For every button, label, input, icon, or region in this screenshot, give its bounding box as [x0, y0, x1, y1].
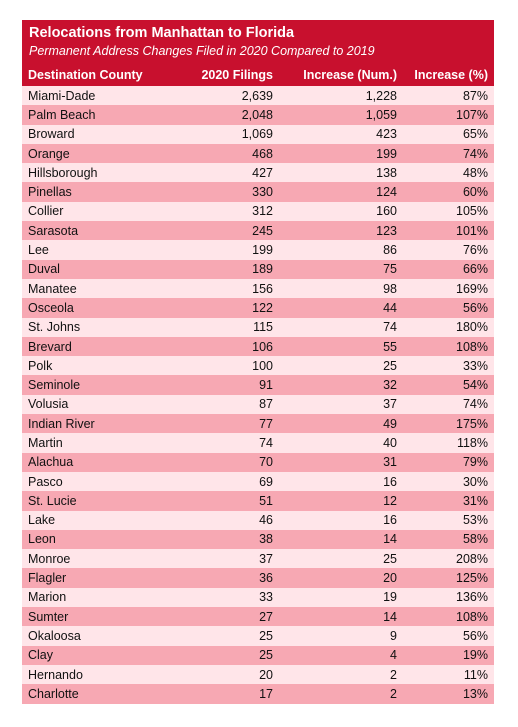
table-row [22, 337, 494, 356]
county-cell: St. Lucie [28, 493, 77, 508]
county-cell: Lake [28, 513, 56, 528]
increase-num-cell: 86 [383, 243, 397, 258]
county-cell: Charlotte [28, 686, 79, 701]
table-subtitle: Permanent Address Changes Filed in 2020 Compared to 2019 [29, 44, 375, 58]
table-row [22, 202, 494, 221]
county-cell: Osceola [28, 300, 74, 315]
county-cell: Sumter [28, 609, 69, 624]
filings-cell: 37 [259, 551, 273, 566]
filings-cell: 20 [259, 667, 273, 682]
table-row [22, 221, 494, 240]
table-row [22, 530, 494, 549]
county-cell: Volusia [28, 397, 69, 412]
filings-cell: 38 [259, 532, 273, 547]
increase-num-cell: 98 [383, 281, 397, 296]
filings-cell: 1,069 [241, 127, 273, 142]
increase-num-cell: 1,228 [365, 88, 397, 103]
increase-num-cell: 31 [383, 455, 397, 470]
county-cell: Hillsborough [28, 165, 98, 180]
increase-num-cell: 19 [383, 590, 397, 605]
filings-cell: 25 [259, 648, 273, 663]
increase-num-cell: 20 [383, 571, 397, 586]
increase-num-cell: 32 [383, 378, 397, 393]
increase-num-cell: 9 [390, 628, 397, 643]
increase-pct-cell: 108% [456, 609, 488, 624]
county-cell: Monroe [28, 551, 71, 566]
table-row [22, 144, 494, 163]
table-row [22, 395, 494, 414]
table-row [22, 607, 494, 626]
filings-cell: 33 [259, 590, 273, 605]
column-header-2020-filings: 2020 Filings [201, 68, 273, 82]
table-row [22, 568, 494, 587]
county-cell: Seminole [28, 378, 81, 393]
filings-cell: 51 [259, 493, 273, 508]
filings-cell: 245 [252, 223, 273, 238]
county-cell: Indian River [28, 416, 95, 431]
increase-pct-cell: 30% [462, 474, 488, 489]
filings-cell: 115 [253, 320, 273, 335]
table-row [22, 279, 494, 298]
increase-num-cell: 14 [383, 609, 397, 624]
county-cell: Miami-Dade [28, 88, 96, 103]
county-cell: Polk [28, 358, 53, 373]
county-cell: Pasco [28, 474, 63, 489]
increase-pct-cell: 60% [462, 185, 488, 200]
increase-num-cell: 16 [383, 474, 397, 489]
increase-num-cell: 199 [376, 146, 397, 161]
increase-num-cell: 12 [383, 493, 397, 508]
table-row [22, 433, 494, 452]
increase-num-cell: 74 [383, 320, 397, 335]
county-cell: Brevard [28, 339, 72, 354]
filings-cell: 122 [252, 300, 273, 315]
table-row [22, 105, 494, 124]
increase-pct-cell: 54% [462, 378, 488, 393]
increase-pct-cell: 56% [462, 300, 488, 315]
filings-cell: 312 [252, 204, 273, 219]
increase-pct-cell: 65% [462, 127, 488, 142]
table-body [22, 86, 494, 704]
table-row [22, 472, 494, 491]
increase-num-cell: 40 [383, 435, 397, 450]
column-header-increase-num: Increase (Num.) [303, 68, 397, 82]
county-cell: Orange [28, 146, 70, 161]
increase-num-cell: 75 [383, 262, 397, 277]
table-row [22, 86, 494, 105]
increase-num-cell: 138 [376, 165, 397, 180]
increase-num-cell: 44 [383, 300, 397, 315]
increase-pct-cell: 19% [462, 648, 488, 663]
header-row [22, 64, 494, 86]
increase-pct-cell: 13% [462, 686, 488, 701]
filings-cell: 27 [259, 609, 273, 624]
increase-num-cell: 160 [376, 204, 397, 219]
filings-cell: 2,639 [241, 88, 273, 103]
relocations-table-card [22, 20, 494, 704]
increase-pct-cell: 56% [462, 628, 488, 643]
increase-pct-cell: 31% [462, 493, 488, 508]
increase-pct-cell: 136% [456, 590, 488, 605]
table-row [22, 626, 494, 645]
filings-cell: 17 [259, 686, 273, 701]
relocations-table [22, 64, 494, 704]
filings-cell: 91 [259, 378, 273, 393]
increase-pct-cell: 87% [462, 88, 488, 103]
filings-cell: 87 [259, 397, 273, 412]
increase-pct-cell: 108% [456, 339, 488, 354]
county-cell: Duval [28, 262, 60, 277]
filings-cell: 74 [259, 435, 273, 450]
county-cell: Alachua [28, 455, 74, 470]
increase-num-cell: 423 [376, 127, 397, 142]
filings-cell: 25 [259, 628, 273, 643]
increase-pct-cell: 105% [456, 204, 488, 219]
filings-cell: 106 [252, 339, 273, 354]
county-cell: Hernando [28, 667, 83, 682]
increase-num-cell: 37 [383, 397, 397, 412]
table-row [22, 182, 494, 201]
increase-pct-cell: 53% [462, 513, 488, 528]
filings-cell: 100 [252, 358, 273, 373]
table-row [22, 318, 494, 337]
increase-pct-cell: 125% [456, 571, 488, 586]
table-row [22, 125, 494, 144]
filings-cell: 69 [259, 474, 273, 489]
title-block [22, 20, 494, 64]
table-row [22, 453, 494, 472]
county-cell: Pinellas [28, 185, 72, 200]
increase-num-cell: 55 [383, 339, 397, 354]
increase-num-cell: 123 [376, 223, 397, 238]
county-cell: Clay [28, 648, 54, 663]
table-row [22, 163, 494, 182]
filings-cell: 2,048 [241, 107, 273, 122]
increase-num-cell: 16 [383, 513, 397, 528]
increase-pct-cell: 175% [456, 416, 488, 431]
increase-pct-cell: 101% [456, 223, 488, 238]
county-cell: Marion [28, 590, 67, 605]
table-row [22, 414, 494, 433]
increase-pct-cell: 66% [462, 262, 488, 277]
table-row [22, 298, 494, 317]
table-row [22, 646, 494, 665]
increase-num-cell: 14 [383, 532, 397, 547]
county-cell: Manatee [28, 281, 77, 296]
increase-num-cell: 124 [376, 185, 397, 200]
increase-pct-cell: 79% [462, 455, 488, 470]
table-row [22, 588, 494, 607]
county-cell: St. Johns [28, 320, 81, 335]
increase-pct-cell: 11% [463, 667, 488, 682]
table-row [22, 260, 494, 279]
increase-num-cell: 2 [390, 686, 397, 701]
increase-num-cell: 2 [390, 667, 397, 682]
county-cell: Sarasota [28, 223, 79, 238]
table-row [22, 491, 494, 510]
increase-pct-cell: 76% [462, 243, 488, 258]
increase-num-cell: 49 [383, 416, 397, 431]
table-row [22, 665, 494, 684]
increase-pct-cell: 33% [462, 358, 488, 373]
filings-cell: 199 [252, 243, 273, 258]
filings-cell: 468 [252, 146, 273, 161]
table-row [22, 375, 494, 394]
table-row [22, 549, 494, 568]
increase-pct-cell: 180% [456, 320, 488, 335]
county-cell: Martin [28, 435, 63, 450]
increase-pct-cell: 74% [462, 146, 488, 161]
increase-num-cell: 25 [383, 358, 397, 373]
table-row [22, 684, 494, 703]
increase-pct-cell: 74% [462, 397, 488, 412]
table-row [22, 511, 494, 530]
increase-num-cell: 25 [383, 551, 397, 566]
filings-cell: 156 [252, 281, 273, 296]
table-title: Relocations from Manhattan to Florida [29, 25, 295, 41]
county-cell: Flagler [28, 571, 67, 586]
county-cell: Leon [28, 532, 56, 547]
filings-cell: 46 [259, 513, 273, 528]
column-header-destination-county: Destination County [28, 68, 143, 82]
filings-cell: 330 [252, 185, 273, 200]
table-row [22, 356, 494, 375]
filings-cell: 427 [252, 165, 273, 180]
increase-pct-cell: 118% [456, 435, 488, 450]
filings-cell: 36 [259, 571, 273, 586]
county-cell: Okaloosa [28, 628, 81, 643]
increase-pct-cell: 169% [456, 281, 488, 296]
increase-pct-cell: 48% [462, 165, 488, 180]
increase-pct-cell: 107% [456, 107, 488, 122]
increase-pct-cell: 58% [462, 532, 488, 547]
county-cell: Broward [28, 127, 75, 142]
increase-num-cell: 1,059 [365, 107, 397, 122]
filings-cell: 70 [259, 455, 273, 470]
county-cell: Lee [28, 243, 49, 258]
table-row [22, 240, 494, 259]
county-cell: Palm Beach [28, 107, 96, 122]
filings-cell: 189 [252, 262, 273, 277]
filings-cell: 77 [259, 416, 273, 431]
increase-pct-cell: 208% [456, 551, 488, 566]
county-cell: Collier [28, 204, 64, 219]
increase-num-cell: 4 [390, 648, 397, 663]
column-header-increase-pct: Increase (%) [414, 68, 488, 82]
